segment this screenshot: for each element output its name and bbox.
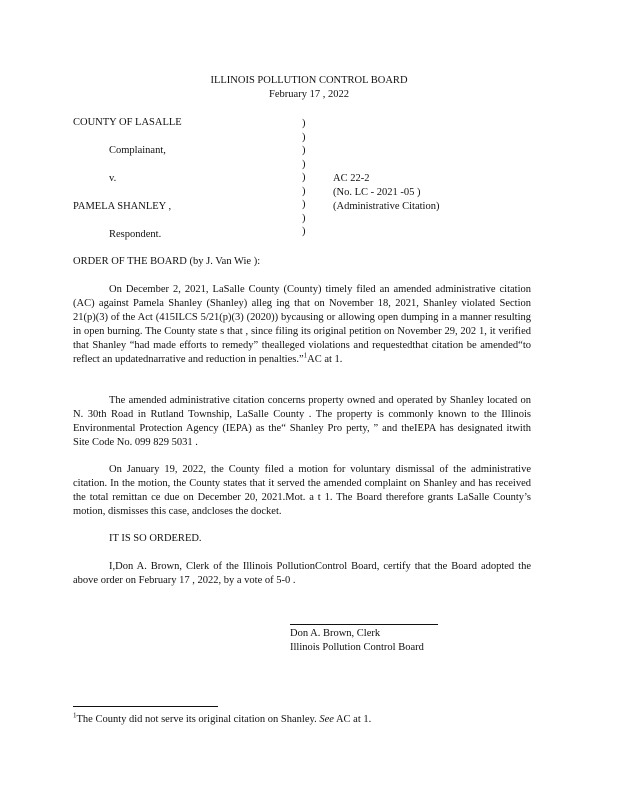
case-type: (Administrative Citation) [333,201,440,212]
paragraph-1-cite: AC at 1. [307,354,343,365]
order-date: February 17 , 2022 [269,89,349,100]
versus: v. [109,173,117,184]
paren-mark: ) [302,145,306,156]
footnote-divider [73,706,218,707]
case-number: AC 22-2 [333,173,370,184]
clerk-title: Illinois Pollution Control Board [290,642,424,653]
so-ordered: IT IS SO ORDERED. [109,533,202,544]
respondent-name: PAMELA SHANLEY , [73,201,172,212]
paragraph-1 [73,283,531,367]
certification [73,560,531,588]
paragraph-3 [73,463,531,519]
footnote [73,713,371,727]
signature-line [290,624,438,625]
footnote-text: The County did not serve its original citation on Shanley. [76,714,317,725]
footnote-ref: 1 [303,351,308,360]
paren-mark: ) [302,212,306,224]
footnote-cite: AC at 1. [335,714,372,725]
case-alt-number: (No. LC - 2021 -05 ) [333,187,421,198]
certification-text: I,Don A. Brown, Clerk of the Illinois PollutionControl Board, certify that the Board adopted the above order on February 17 , 2022, by a vote of 5-0 . [73,561,531,586]
paragraph-1-text: On December 2, 2021, LaSalle County (County) timely filed an amended administrative citation (AC) against Pamela Shanley (Shanley) alleg ing that on November 18, 2021, Shanley violated Section 21(p)(3) of the Act (415ILCS 5/21(p)(3) (2020)) bycausing or allowing open dumping in a manner resulting in open burning. The County state s that , since filing its original petition on November 29, 202 1, it verified that Shanley “had made efforts to remedy” thealleged violations and requestedthat citation be amended“to reflect an updatednarrative and reduction in penalties.” [73,284,531,365]
caption-parentheses [302,117,306,239]
paragraph-2 [73,394,531,450]
order-heading: ORDER OF THE BOARD (by J. Van Wie ): [73,256,261,267]
complainant-role: Complainant, [109,145,166,156]
respondent-role: Respondent. [109,229,162,240]
paren-mark: ) [302,226,306,237]
paren-mark: ) [302,118,306,129]
complainant-name: COUNTY OF LASALLE [73,117,182,128]
paren-mark: ) [302,199,306,210]
footnote-see: See [319,714,334,725]
paren-mark: ) [302,131,306,143]
board-name: ILLINOIS POLLUTION CONTROL BOARD [210,75,408,86]
paren-mark: ) [302,172,306,183]
clerk-name: Don A. Brown, Clerk [290,628,381,639]
footnote-mark: 1 [73,711,77,720]
paragraph-2-text: The amended administrative citation concerns property owned and operated by Shanley located on N. 30th Road in Rutland Township, LaSalle County . The property is commonly known to the Illinois Environmental Protection Agency (IEPA) as the“ Shanley Pro perty, ” and theIEPA has designated itwith Site Code No. 099 829 5031 . [73,395,531,448]
paragraph-3-text: On January 19, 2022, the County filed a motion for voluntary dismissal of the administrative citation. In the motion, the County states that it served the amended complaint on Shanley and has received the total remittan ce due on December 20, 2021.Mot. a t 1. The Board therefore grants LaSalle County’s motion, dismisses this case, andcloses the docket. [73,464,531,517]
paren-mark: ) [302,185,306,197]
paren-mark: ) [302,158,306,170]
